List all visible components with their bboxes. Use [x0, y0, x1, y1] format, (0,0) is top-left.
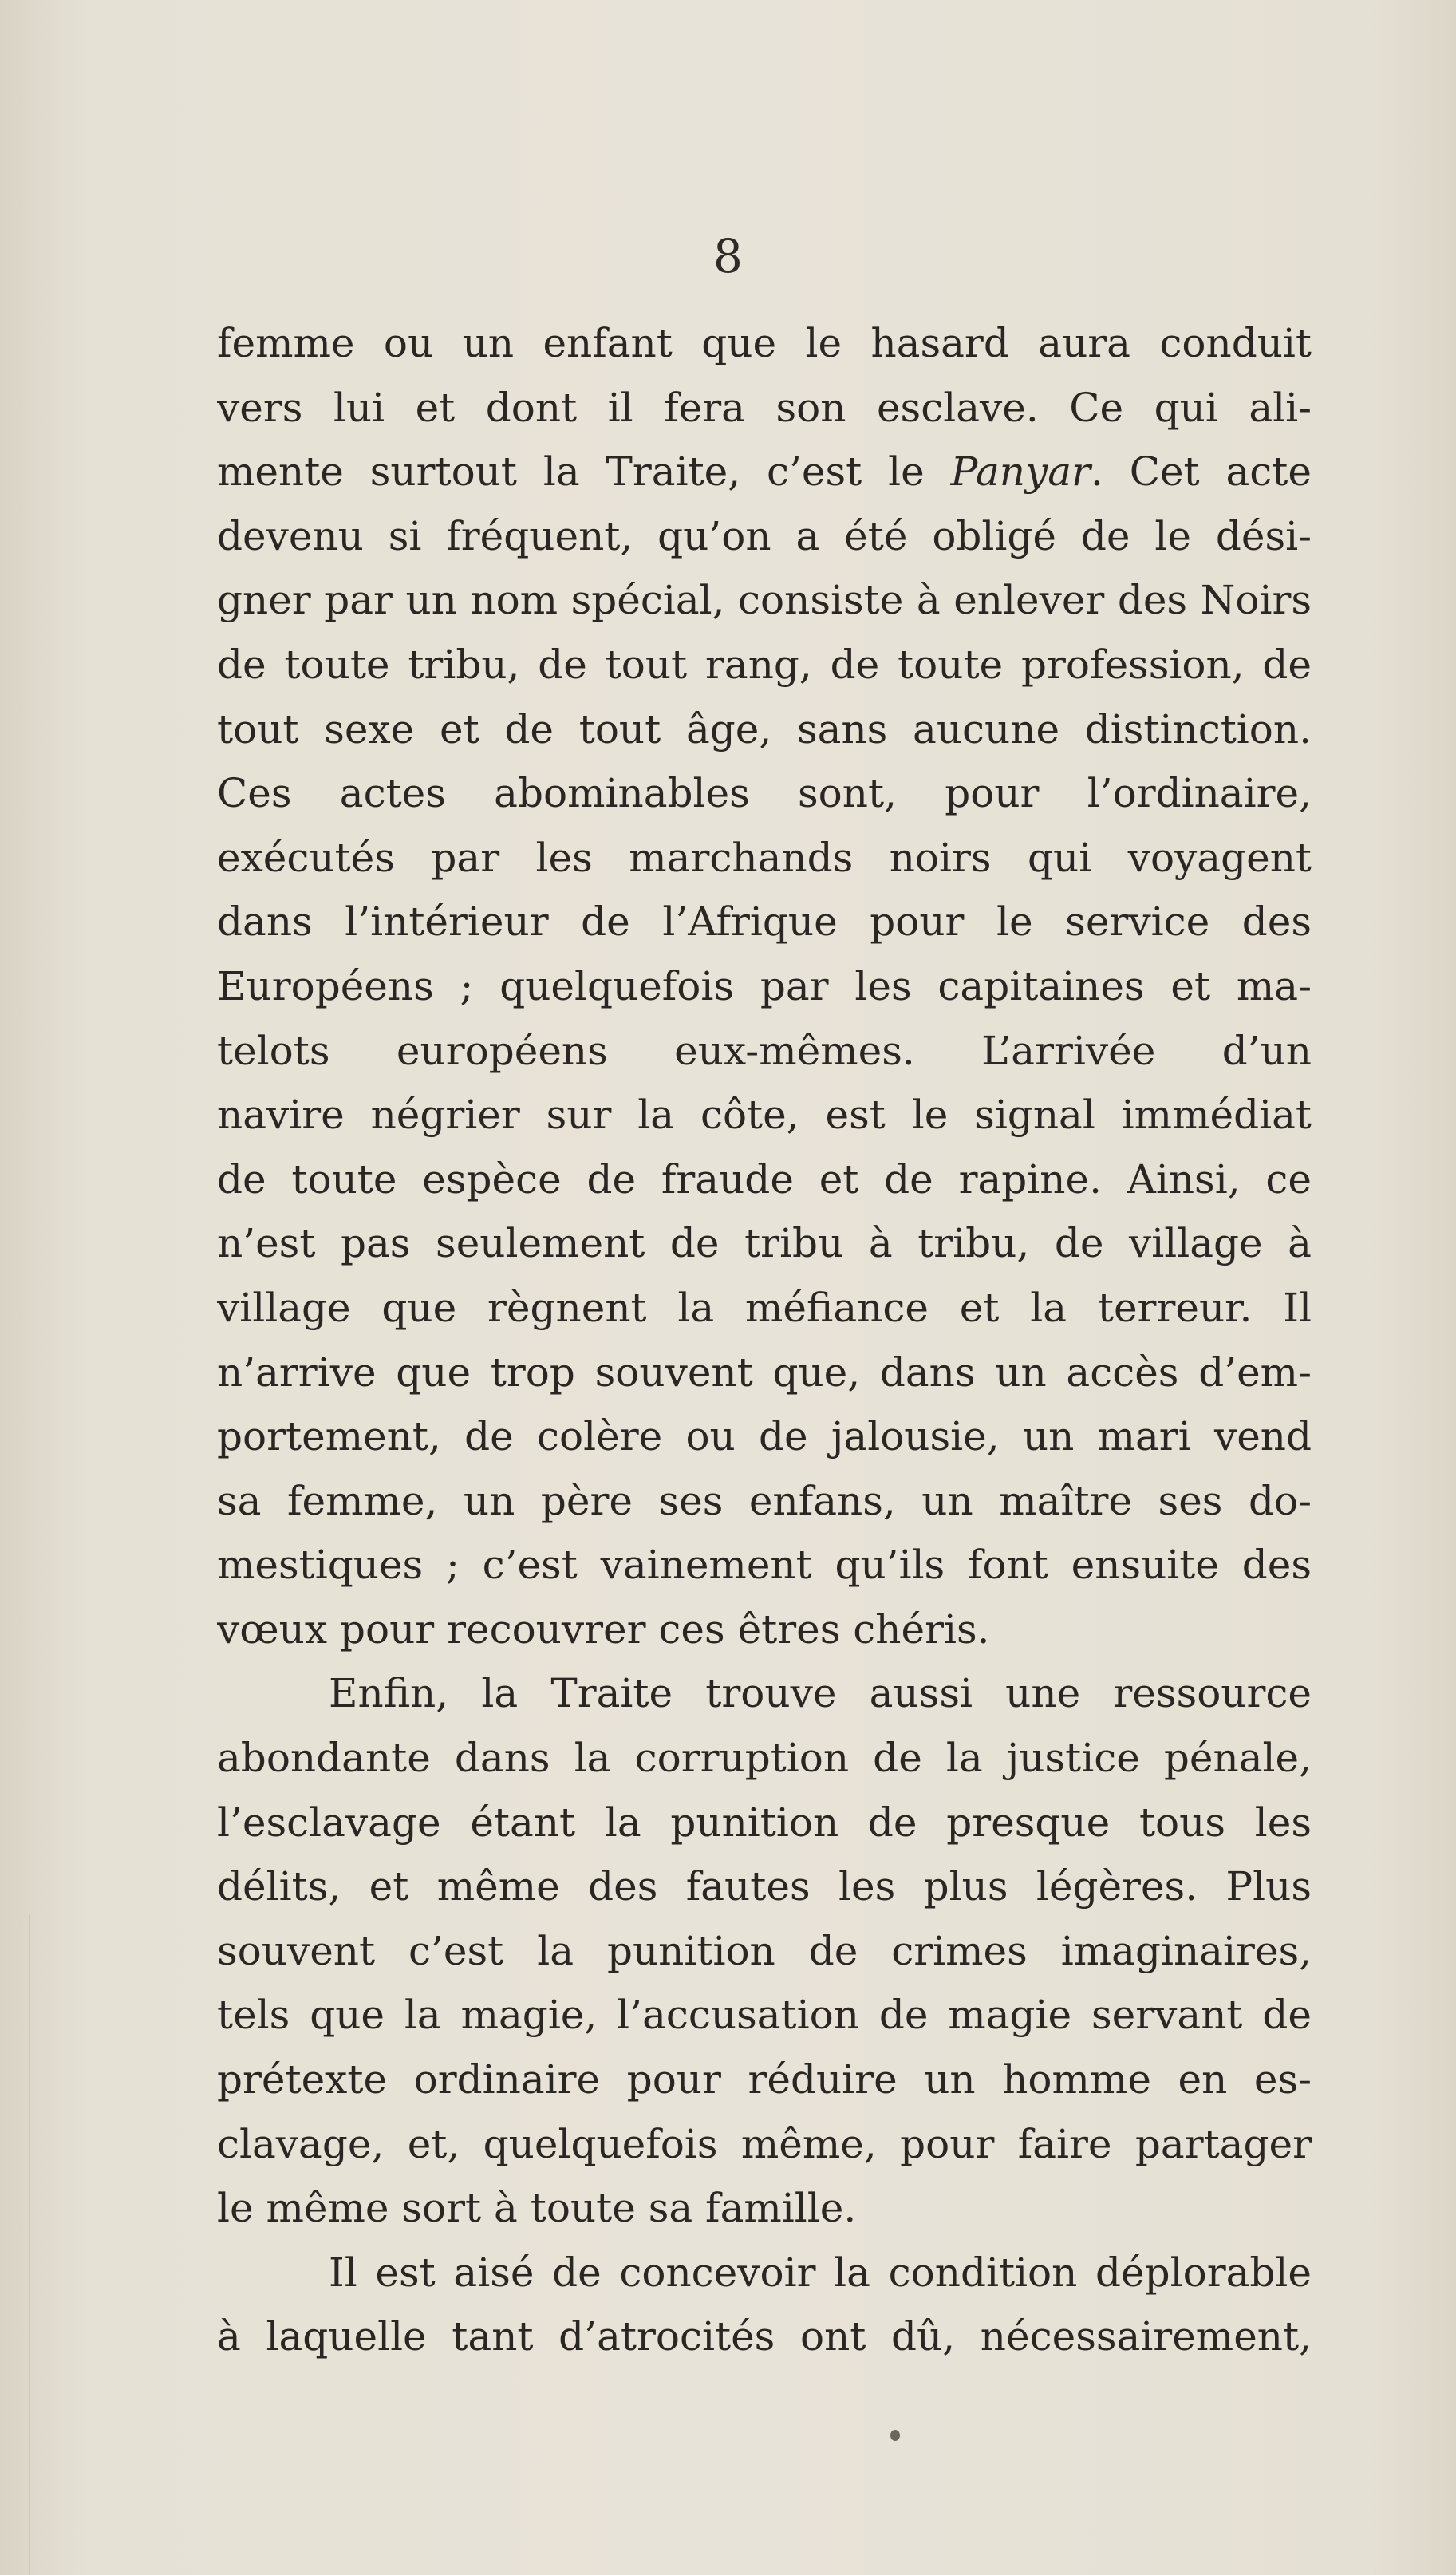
- text-line: [217, 633, 1312, 697]
- text-line: [217, 568, 1312, 633]
- text-segment: à laquelle tant d’atrocités ont dû, nécessairement,: [217, 2313, 1312, 2360]
- text-line: [217, 1919, 1312, 1984]
- text-segment: sa femme, un père ses enfans, un maître ses do-: [217, 1477, 1312, 1524]
- text-segment: tels que la magie, l’accusation de magie servant de: [217, 1992, 1312, 2039]
- text-segment: vœux pour recouvrer ces êtres chéris.: [217, 1605, 990, 1653]
- text-line: [217, 1341, 1312, 1405]
- text-line: [217, 504, 1312, 569]
- text-segment: Enfin, la Traite trouve aussi une ressource: [329, 1670, 1312, 1717]
- text-line: [217, 1469, 1312, 1534]
- text-line: [217, 1661, 1312, 1726]
- text-line: [217, 1276, 1312, 1341]
- text-segment: mestiques ; c’est vainement qu’ils font ensuite des: [217, 1542, 1312, 1589]
- text-segment: vers lui et dont il fera son esclave. Ce qui ali-: [217, 384, 1312, 431]
- text-segment: l’esclavage étant la punition de presque tous les: [217, 1799, 1312, 1846]
- text-segment: dans l’intérieur de l’Afrique pour le service des: [217, 898, 1312, 946]
- text-line: [217, 1083, 1312, 1147]
- text-segment: tout sexe et de tout âge, sans aucune distinction.: [217, 705, 1312, 752]
- text-line: [217, 2241, 1312, 2305]
- text-segment: souvent c’est la punition de crimes imaginaires,: [217, 1927, 1312, 1974]
- text-line: [217, 311, 1312, 376]
- text-segment: mente surtout la Traite, c’est le: [217, 448, 951, 496]
- text-line: [217, 1854, 1312, 1919]
- text-segment: prétexte ordinaire pour réduire un homme en es-: [217, 2056, 1312, 2103]
- text-segment: n’est pas seulement de tribu à tribu, de village à: [217, 1220, 1312, 1267]
- text-segment: femme ou un enfant que le hasard aura conduit: [217, 320, 1312, 366]
- text-segment: de toute espèce de fraude et de rapine. Ainsi, ce: [217, 1155, 1312, 1203]
- text-segment: gner par un nom spécial, consiste à enlever des Noirs: [217, 577, 1312, 624]
- text-line: [217, 1791, 1312, 1855]
- text-segment: le même sort à toute sa famille.: [217, 2185, 857, 2232]
- text-segment: délits, et même des fautes les plus légères. Plus: [217, 1863, 1312, 1910]
- text-line: [217, 2112, 1312, 2177]
- text-line: [217, 1404, 1312, 1469]
- text-segment: telots européens eux-mêmes. L’arrivée d’un: [217, 1027, 1312, 1074]
- text-segment: abondante dans la corruption de la justice pénale,: [217, 1735, 1312, 1782]
- text-line: [217, 890, 1312, 954]
- text-line: [217, 440, 1312, 504]
- italic-term: Panyar: [950, 448, 1091, 496]
- text-line: [217, 697, 1312, 762]
- text-segment: portement, de colère ou de jalousie, un mari vend: [217, 1413, 1312, 1460]
- text-line: [217, 761, 1312, 826]
- text-segment: navire négrier sur la côte, est le signal immédiat: [217, 1092, 1312, 1139]
- ink-speck: [890, 2430, 900, 2441]
- text-segment: clavage, et, quelquefois même, pour faire partager: [217, 2120, 1312, 2167]
- text-segment: n’arrive que trop souvent que, dans un accès d’em-: [217, 1349, 1312, 1396]
- text-segment: Il est aisé de concevoir la condition déplorable: [329, 2249, 1312, 2296]
- text-line: [217, 1983, 1312, 2048]
- text-line: [217, 2176, 1312, 2241]
- body-text: [217, 311, 1312, 2369]
- text-line: [217, 826, 1312, 891]
- text-segment: village que règnent la méfiance et la terreur. Il: [217, 1284, 1312, 1331]
- text-line: [217, 2048, 1312, 2112]
- text-line: [217, 1533, 1312, 1598]
- text-line: [217, 1019, 1312, 1084]
- text-line: [217, 1726, 1312, 1791]
- text-line: [217, 376, 1312, 440]
- text-line: [217, 1147, 1312, 1212]
- text-segment: exécutés par les marchands noirs qui voyagent: [217, 834, 1312, 881]
- text-line: [217, 2304, 1312, 2369]
- text-line: [217, 1598, 1312, 1662]
- text-segment: Européens ; quelquefois par les capitaines et ma-: [217, 962, 1312, 1009]
- text-segment: de toute tribu, de tout rang, de toute profession, de: [217, 641, 1312, 688]
- text-line: [217, 954, 1312, 1019]
- text-segment: devenu si fréquent, qu’on a été obligé de le dési-: [217, 512, 1312, 559]
- page-edge-shadow: [29, 1915, 30, 2575]
- text-line: [217, 1211, 1312, 1276]
- text-segment: Ces actes abominables sont, pour l’ordinaire,: [217, 770, 1312, 817]
- text-segment: . Cet acte: [1090, 448, 1312, 496]
- page-number: 8: [713, 229, 743, 283]
